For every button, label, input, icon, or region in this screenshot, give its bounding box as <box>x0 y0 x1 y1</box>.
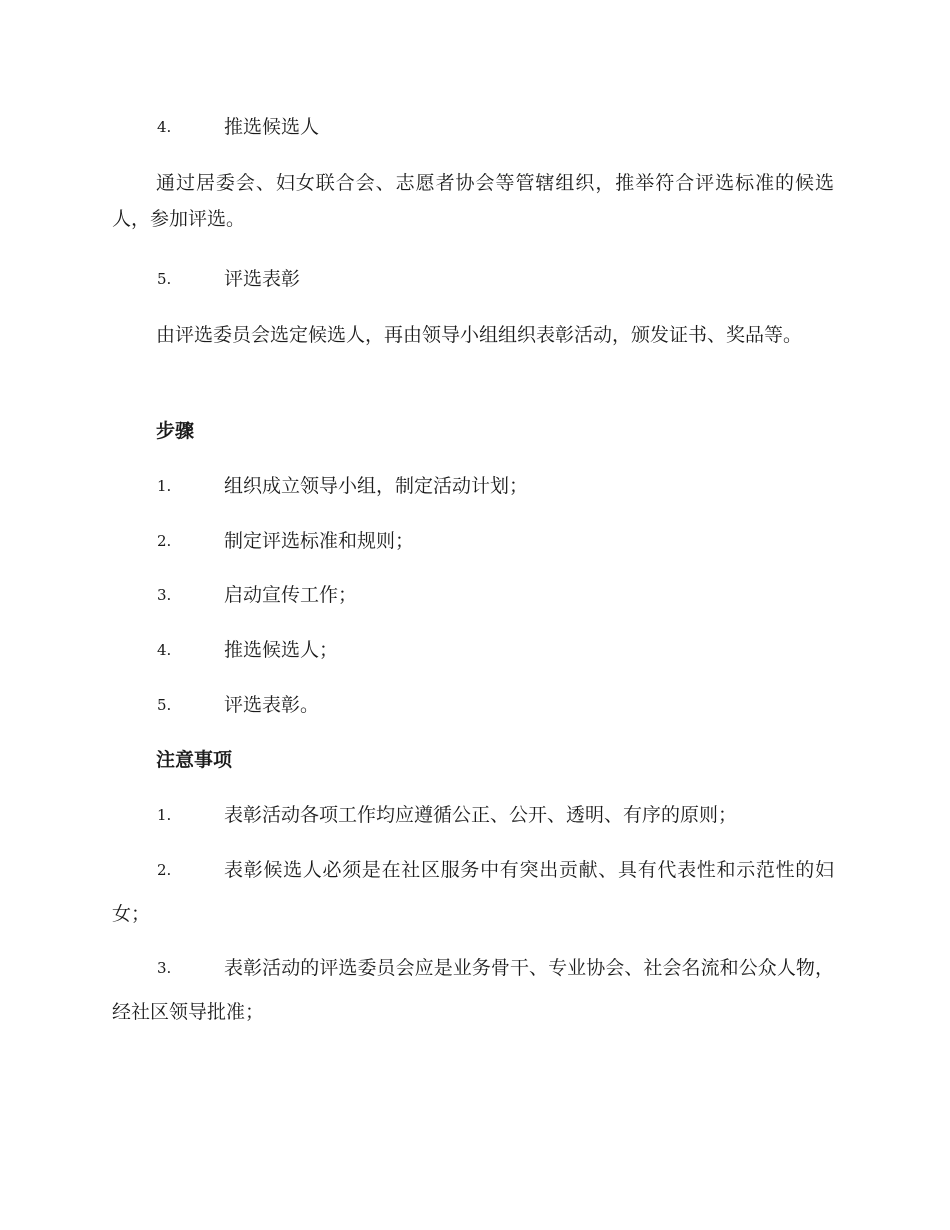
item-number: 3. <box>157 586 172 604</box>
list-item <box>112 848 834 932</box>
item-number: 2. <box>157 861 172 879</box>
section-heading-notes: 注意事项 <box>156 749 233 771</box>
numbered-heading-4 <box>112 113 834 141</box>
paragraph-nomination: 通过居委会、妇女联合会、志愿者协会等管辖组织，推举符合评选标准的候选人，参加评选。 <box>112 172 834 230</box>
list-item <box>112 946 834 1030</box>
item-title: 推选候选人 <box>224 116 320 138</box>
item-text: 推选候选人； <box>224 639 339 661</box>
item-text: 制定评选标准和规则； <box>224 530 415 552</box>
item-number: 1. <box>157 477 172 495</box>
item-number: 5. <box>157 696 172 714</box>
item-text: 评选表彰。 <box>224 694 320 716</box>
list-item <box>112 636 834 664</box>
item-number: 2. <box>157 532 172 550</box>
list-item <box>112 801 834 829</box>
item-number: 4. <box>157 641 172 659</box>
item-text: 表彰活动各项工作均应遵循公正、公开、透明、有序的原则； <box>224 804 738 826</box>
item-text: 组织成立领导小组，制定活动计划； <box>224 475 529 497</box>
item-title: 评选表彰 <box>224 268 301 290</box>
item-number: 4. <box>157 118 172 136</box>
list-item <box>112 581 834 609</box>
item-text: 启动宣传工作； <box>224 584 358 606</box>
list-item <box>112 527 834 555</box>
section-heading-steps: 步骤 <box>156 420 195 442</box>
item-number: 5. <box>157 270 172 288</box>
list-item <box>112 691 834 719</box>
list-item <box>112 472 834 500</box>
item-number: 3. <box>157 959 172 977</box>
numbered-heading-5 <box>112 265 834 293</box>
item-number: 1. <box>157 806 172 824</box>
item-text: 表彰活动的评选委员会应是业务骨干、专业协会、社会名流和公众人物，经社区领导批准； <box>112 957 834 1023</box>
item-text: 表彰候选人必须是在社区服务中有突出贡献、具有代表性和示范性的妇女； <box>112 859 834 925</box>
paragraph-commendation: 由评选委员会选定候选人，再由领导小组组织表彰活动，颁发证书、奖品等。 <box>156 324 803 346</box>
